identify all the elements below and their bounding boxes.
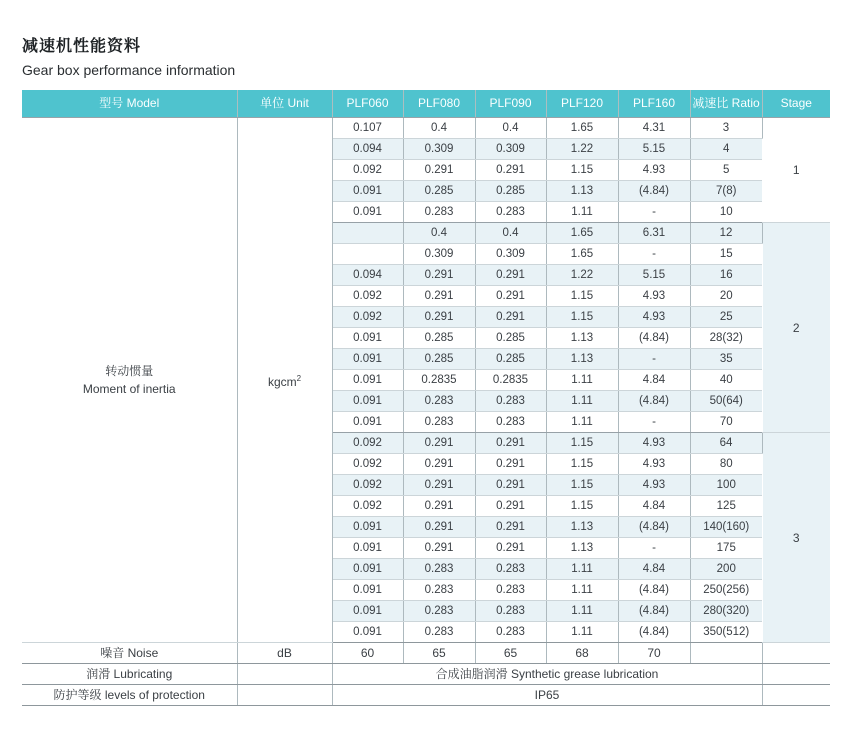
lubricating-unit-empty [237,664,332,685]
cell-plf160: - [618,349,690,370]
cell-plf090: 0.291 [475,517,546,538]
column-header-unit: 单位 Unit [237,90,332,118]
cell-plf080: 0.283 [403,580,475,601]
cell-ratio: 140(160) [690,517,762,538]
cell-plf090: 0.4 [475,118,546,139]
cell-plf060: 0.091 [332,622,403,643]
cell-plf080: 0.309 [403,139,475,160]
cell-plf120: 1.15 [546,454,618,475]
inertia-row [22,118,830,139]
column-header-plf080: PLF080 [403,90,475,118]
column-header-plf060: PLF060 [332,90,403,118]
cell-plf090: 0.285 [475,181,546,202]
cell-plf080: 0.291 [403,496,475,517]
cell-plf060: 0.094 [332,265,403,286]
cell-plf160: (4.84) [618,580,690,601]
cell-plf060: 0.091 [332,391,403,412]
protection-unit-empty [237,685,332,706]
cell-plf160: (4.84) [618,601,690,622]
cell-plf080: 0.291 [403,517,475,538]
inertia-body [22,118,830,643]
cell-plf120: 1.11 [546,559,618,580]
cell-plf080: 0.283 [403,391,475,412]
cell-plf160: 4.93 [618,307,690,328]
cell-ratio: 40 [690,370,762,391]
noise-stage-empty [762,643,830,664]
cell-plf160: (4.84) [618,328,690,349]
noise-unit: dB [237,643,332,664]
cell-plf080: 0.2835 [403,370,475,391]
cell-plf090: 0.283 [475,601,546,622]
cell-plf080: 0.285 [403,181,475,202]
cell-plf120: 1.11 [546,580,618,601]
cell-ratio: 5 [690,160,762,181]
cell-plf120: 1.13 [546,538,618,559]
column-header-plf090: PLF090 [475,90,546,118]
cell-ratio: 64 [690,433,762,454]
lubricating-value: 合成油脂润滑 Synthetic grease lubrication [332,664,762,685]
cell-plf060: 0.091 [332,601,403,622]
cell-plf090: 0.283 [475,202,546,223]
cell-plf090: 0.291 [475,454,546,475]
cell-plf090: 0.309 [475,244,546,265]
cell-plf060: 0.091 [332,328,403,349]
cell-ratio: 12 [690,223,762,244]
cell-plf080: 0.283 [403,622,475,643]
protection-row [22,685,830,706]
cell-plf120: 1.15 [546,475,618,496]
cell-ratio: 250(256) [690,580,762,601]
cell-ratio: 80 [690,454,762,475]
cell-plf090: 0.283 [475,391,546,412]
noise-ratio-empty [690,643,762,664]
cell-plf090: 0.285 [475,349,546,370]
cell-plf060: 0.091 [332,559,403,580]
cell-ratio: 70 [690,412,762,433]
protection-label: 防护等级 levels of protection [22,685,237,706]
cell-plf080: 0.291 [403,265,475,286]
inertia-label-zh: 转动惯量 [105,364,154,378]
gearbox-performance-table [22,90,830,706]
noise-value-plf060: 60 [332,643,403,664]
cell-plf060: 0.091 [332,517,403,538]
cell-plf120: 1.11 [546,202,618,223]
cell-plf120: 1.11 [546,412,618,433]
cell-ratio: 175 [690,538,762,559]
cell-plf120: 1.13 [546,349,618,370]
cell-plf090: 0.285 [475,328,546,349]
cell-ratio: 15 [690,244,762,265]
cell-plf090: 0.291 [475,160,546,181]
cell-ratio: 100 [690,475,762,496]
cell-plf090: 0.283 [475,412,546,433]
cell-plf160: - [618,412,690,433]
cell-plf060: 0.092 [332,496,403,517]
protection-value: IP65 [332,685,762,706]
cell-plf120: 1.15 [546,433,618,454]
cell-plf080: 0.291 [403,475,475,496]
cell-plf080: 0.283 [403,559,475,580]
cell-plf060: 0.094 [332,139,403,160]
cell-plf080: 0.291 [403,433,475,454]
cell-plf160: 5.15 [618,139,690,160]
cell-ratio: 28(32) [690,328,762,349]
cell-plf120: 1.22 [546,265,618,286]
cell-plf160: (4.84) [618,622,690,643]
cell-plf060: 0.092 [332,454,403,475]
cell-plf060: 0.107 [332,118,403,139]
cell-plf090: 0.309 [475,139,546,160]
noise-value-plf160: 70 [618,643,690,664]
column-header-stage: Stage [762,90,830,118]
cell-plf160: 4.84 [618,370,690,391]
cell-plf120: 1.65 [546,223,618,244]
noise-value-plf120: 68 [546,643,618,664]
cell-plf060 [332,223,403,244]
cell-plf160: - [618,244,690,265]
cell-plf120: 1.65 [546,244,618,265]
cell-plf090: 0.2835 [475,370,546,391]
cell-ratio: 10 [690,202,762,223]
cell-plf160: (4.84) [618,391,690,412]
cell-plf160: (4.84) [618,517,690,538]
column-header-plf160: PLF160 [618,90,690,118]
cell-plf120: 1.15 [546,496,618,517]
inertia-unit: kgcm$^2$ [237,118,332,643]
cell-plf090: 0.4 [475,223,546,244]
cell-ratio: 35 [690,349,762,370]
cell-ratio: 3 [690,118,762,139]
cell-plf080: 0.283 [403,601,475,622]
inertia-row-label [22,118,237,643]
noise-value-plf080: 65 [403,643,475,664]
cell-plf080: 0.4 [403,118,475,139]
stage-cell-3: 3 [762,433,830,643]
cell-plf120: 1.11 [546,601,618,622]
cell-plf120: 1.13 [546,181,618,202]
cell-plf060 [332,244,403,265]
cell-plf080: 0.283 [403,202,475,223]
stage-cell-1: 1 [762,118,830,223]
cell-plf080: 0.291 [403,160,475,181]
page-title-en: Gear box performance information [22,62,236,78]
cell-ratio: 25 [690,307,762,328]
cell-plf120: 1.11 [546,391,618,412]
cell-plf060: 0.092 [332,307,403,328]
cell-plf090: 0.283 [475,622,546,643]
cell-plf160: - [618,202,690,223]
cell-plf080: 0.291 [403,307,475,328]
cell-ratio: 50(64) [690,391,762,412]
cell-plf080: 0.291 [403,538,475,559]
cell-plf090: 0.283 [475,559,546,580]
cell-plf090: 0.291 [475,265,546,286]
cell-plf090: 0.291 [475,538,546,559]
cell-plf160: 4.93 [618,454,690,475]
cell-plf160: 6.31 [618,223,690,244]
cell-plf060: 0.091 [332,349,403,370]
page-title-zh: 减速机性能资料 [22,38,142,55]
cell-plf090: 0.291 [475,286,546,307]
cell-ratio: 280(320) [690,601,762,622]
cell-plf160: 4.93 [618,160,690,181]
column-header-plf120: PLF120 [546,90,618,118]
cell-plf060: 0.091 [332,580,403,601]
cell-plf080: 0.285 [403,349,475,370]
cell-plf120: 1.65 [546,118,618,139]
stage-cell-2: 2 [762,223,830,433]
column-header-ratio: 减速比 Ratio [690,90,762,118]
noise-value-plf090: 65 [475,643,546,664]
cell-plf120: 1.11 [546,370,618,391]
cell-ratio: 350(512) [690,622,762,643]
cell-ratio: 7(8) [690,181,762,202]
column-header-model: 型号 Model [22,90,237,118]
cell-plf060: 0.091 [332,370,403,391]
inertia-label-en: Moment of inertia [82,382,176,396]
cell-plf060: 0.092 [332,433,403,454]
cell-plf160: 4.93 [618,286,690,307]
cell-plf080: 0.309 [403,244,475,265]
cell-plf080: 0.4 [403,223,475,244]
cell-plf060: 0.091 [332,412,403,433]
cell-plf080: 0.291 [403,286,475,307]
cell-ratio: 200 [690,559,762,580]
cell-ratio: 20 [690,286,762,307]
cell-plf160: 4.31 [618,118,690,139]
protection-stage-empty [762,685,830,706]
cell-ratio: 4 [690,139,762,160]
cell-plf160: - [618,538,690,559]
cell-plf160: (4.84) [618,181,690,202]
cell-plf160: 5.15 [618,265,690,286]
noise-label: 噪音 Noise [22,643,237,664]
cell-plf060: 0.091 [332,202,403,223]
cell-plf060: 0.091 [332,181,403,202]
cell-plf060: 0.091 [332,538,403,559]
cell-plf060: 0.092 [332,475,403,496]
lubricating-label: 润滑 Lubricating [22,664,237,685]
cell-plf090: 0.291 [475,475,546,496]
cell-plf090: 0.291 [475,307,546,328]
cell-plf120: 1.15 [546,286,618,307]
cell-plf080: 0.291 [403,454,475,475]
cell-plf120: 1.15 [546,160,618,181]
noise-row [22,643,830,664]
cell-plf120: 1.13 [546,517,618,538]
cell-plf120: 1.15 [546,307,618,328]
cell-ratio: 16 [690,265,762,286]
cell-plf120: 1.11 [546,622,618,643]
lubricating-stage-empty [762,664,830,685]
cell-plf060: 0.092 [332,286,403,307]
cell-plf060: 0.092 [332,160,403,181]
cell-plf160: 4.93 [618,475,690,496]
cell-plf120: 1.13 [546,328,618,349]
cell-plf160: 4.93 [618,433,690,454]
cell-plf120: 1.22 [546,139,618,160]
table-header-row [22,90,830,118]
cell-plf160: 4.84 [618,496,690,517]
cell-plf160: 4.84 [618,559,690,580]
cell-plf080: 0.285 [403,328,475,349]
cell-plf090: 0.283 [475,580,546,601]
cell-ratio: 125 [690,496,762,517]
cell-plf080: 0.283 [403,412,475,433]
cell-plf090: 0.291 [475,433,546,454]
cell-plf090: 0.291 [475,496,546,517]
lubricating-row [22,664,830,685]
